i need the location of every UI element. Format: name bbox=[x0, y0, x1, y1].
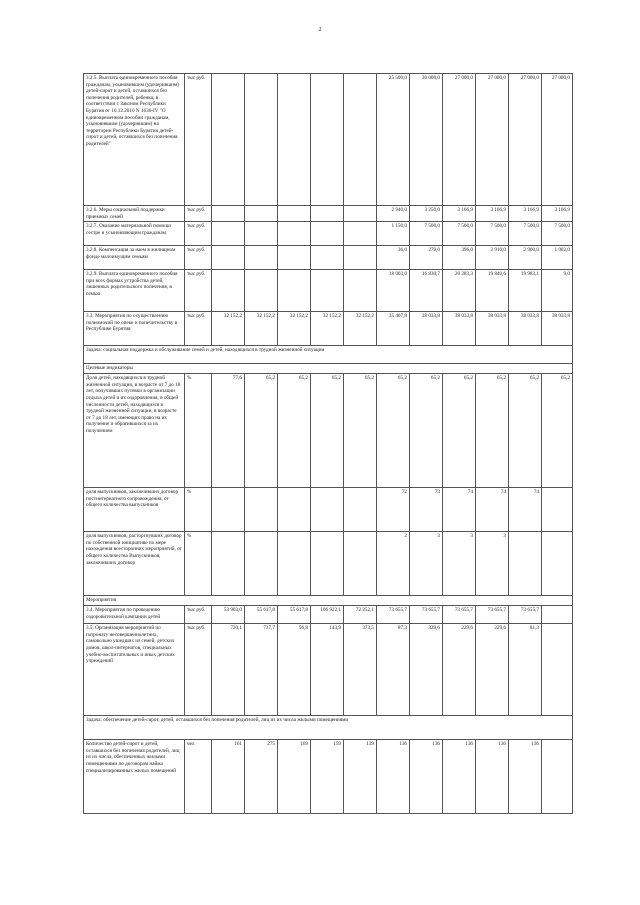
page-number: 2 bbox=[318, 27, 322, 33]
table-row bbox=[84, 740, 573, 814]
task-heading: Задача: социальная поддержка и обслуживание семей и детей, находящихся в трудной жизненной ситуации bbox=[84, 346, 573, 364]
value-cell: 19 840,6 bbox=[476, 270, 509, 312]
value-cell: 2 910,0 bbox=[476, 246, 509, 270]
value-cell bbox=[344, 532, 377, 596]
value-cell: 73 655,7 bbox=[410, 606, 443, 624]
value-cell bbox=[278, 74, 311, 206]
value-cell: 65,2 bbox=[443, 374, 476, 488]
table-row bbox=[84, 606, 573, 624]
value-cell: 1 150,0 bbox=[377, 222, 410, 246]
value-cell: 279,0 bbox=[410, 246, 443, 270]
value-cell: 55 617,8 bbox=[278, 606, 311, 624]
table-row bbox=[84, 374, 573, 488]
value-cell: 329,6 bbox=[410, 624, 443, 716]
value-cell bbox=[344, 488, 377, 532]
value-cell bbox=[542, 740, 573, 814]
value-cell: 136 bbox=[443, 740, 476, 814]
value-cell: 32 152,2 bbox=[311, 312, 344, 346]
table-row bbox=[84, 716, 573, 740]
row-name: 3.2.7. Оказание материальной помощи сестре и усыновляющим гражданам bbox=[84, 222, 185, 246]
value-cell: 3 250,0 bbox=[410, 206, 443, 222]
value-cell: 25 500,0 bbox=[377, 74, 410, 206]
value-cell: 30 000,0 bbox=[410, 74, 443, 206]
value-cell: 7 500,0 bbox=[542, 222, 573, 246]
value-cell: 3 bbox=[410, 532, 443, 596]
section-heading: Целевые индикаторы bbox=[84, 364, 573, 374]
value-cell bbox=[245, 222, 278, 246]
table-row bbox=[84, 488, 573, 532]
value-cell bbox=[212, 222, 245, 246]
row-name: 3.5. Организация мероприятий по патронату несовершеннолетних, самовольно ушедших из семей, детских домов, школ-интернатов, специальных учебно-воспитательных и иных детских учреждений bbox=[84, 624, 185, 716]
value-cell bbox=[245, 488, 278, 532]
value-cell bbox=[278, 206, 311, 222]
value-cell bbox=[212, 74, 245, 206]
table-row bbox=[84, 596, 573, 606]
value-cell: 56,8 bbox=[278, 624, 311, 716]
value-cell bbox=[311, 206, 344, 222]
value-cell bbox=[245, 206, 278, 222]
value-cell: 81,3 bbox=[509, 624, 542, 716]
value-cell: 720,1 bbox=[212, 624, 245, 716]
value-cell bbox=[344, 206, 377, 222]
value-cell bbox=[212, 488, 245, 532]
value-cell bbox=[344, 222, 377, 246]
table-row bbox=[84, 346, 573, 364]
value-cell bbox=[542, 488, 573, 532]
row-name: доля выпускников, расторгнувших договор по собственной инициативе по мере нахождения всесторонних мероприятий, от общего количества Выпускников, заключивших договор bbox=[84, 532, 185, 596]
value-cell: 65,2 bbox=[245, 374, 278, 488]
value-cell: 1 002,0 bbox=[542, 246, 573, 270]
row-name: 3.2.6. Меры социальной поддержки приемных семей bbox=[84, 206, 185, 222]
value-cell: 72 bbox=[377, 488, 410, 532]
value-cell: 38 033,8 bbox=[509, 312, 542, 346]
value-cell: 136 bbox=[509, 740, 542, 814]
value-cell: 87,3 bbox=[377, 624, 410, 716]
table-row bbox=[84, 74, 573, 206]
value-cell: 20 283,3 bbox=[443, 270, 476, 312]
value-cell: 27 000,0 bbox=[509, 74, 542, 206]
value-cell: 65,2 bbox=[509, 374, 542, 488]
value-cell: 2 940,0 bbox=[377, 206, 410, 222]
value-cell: 7 500,0 bbox=[509, 222, 542, 246]
value-cell: 3 bbox=[476, 532, 509, 596]
value-cell: 9,0 bbox=[542, 270, 573, 312]
row-name: 3.2.8. Компенсация за наем в жилищном фонде малоимущим семьям bbox=[84, 246, 185, 270]
value-cell bbox=[245, 270, 278, 312]
row-name: Количество детей-сирот и детей, оставшихся без попечения родителей, лиц из их числа, обеспеченных жилыми помещениями по договорам найма специализированных жилых помещений bbox=[84, 740, 185, 814]
value-cell: 32 152,2 bbox=[344, 312, 377, 346]
table-row bbox=[84, 270, 573, 312]
value-cell bbox=[311, 74, 344, 206]
value-cell: 73 655,7 bbox=[443, 606, 476, 624]
row-unit: тыс руб. bbox=[185, 222, 212, 246]
table-row bbox=[84, 206, 573, 222]
value-cell bbox=[245, 74, 278, 206]
value-cell bbox=[278, 488, 311, 532]
value-cell: 737,7 bbox=[245, 624, 278, 716]
row-name: 3.3. Мероприятия по осуществлению полномочий по опеке и попечительству в Республике Бурятия bbox=[84, 312, 185, 346]
value-cell bbox=[311, 270, 344, 312]
value-cell bbox=[212, 206, 245, 222]
value-cell: 55 617,8 bbox=[245, 606, 278, 624]
value-cell: 38 033,8 bbox=[410, 312, 443, 346]
value-cell: 136 bbox=[476, 740, 509, 814]
value-cell: 32 152,2 bbox=[245, 312, 278, 346]
value-cell: 32 152,2 bbox=[278, 312, 311, 346]
row-unit: тыс руб. bbox=[185, 606, 212, 624]
row-unit: тыс руб. bbox=[185, 246, 212, 270]
value-cell bbox=[245, 532, 278, 596]
row-unit: % bbox=[185, 374, 212, 488]
row-unit: тыс руб. bbox=[185, 312, 212, 346]
value-cell bbox=[311, 488, 344, 532]
value-cell: 7 500,0 bbox=[443, 222, 476, 246]
value-cell: 7 500,0 bbox=[476, 222, 509, 246]
value-cell: 2 bbox=[377, 532, 410, 596]
value-cell: 3 166,9 bbox=[443, 206, 476, 222]
value-cell: 38 033,8 bbox=[542, 312, 573, 346]
table-row bbox=[84, 532, 573, 596]
row-name: 3.2.9. Выплата единовременного пособия при всех формах устройства детей, лишенных родительского попечения, в семью bbox=[84, 270, 185, 312]
value-cell: 229,6 bbox=[443, 624, 476, 716]
value-cell: 65,2 bbox=[476, 374, 509, 488]
value-cell: 161 bbox=[212, 740, 245, 814]
row-unit: чел bbox=[185, 740, 212, 814]
value-cell bbox=[542, 532, 573, 596]
row-name: 3.2.5. Выплата единовременного пособия гражданам, усыновившим (удочерившим) детей-сирот и детей, оставшихся без попечения родителей, ребенка, в соответствии с Законом Республики Бурятия от 10.12.2010 N 1636-IV "О единовременном пособии гражданам, усыновившим (удочерившим) на территории Республики Бурятия детей-сирот и детей, оставшихся без попечения родителей" bbox=[84, 74, 185, 206]
value-cell bbox=[212, 246, 245, 270]
value-cell: 38 033,8 bbox=[443, 312, 476, 346]
value-cell bbox=[311, 246, 344, 270]
value-cell: 106 922,1 bbox=[311, 606, 344, 624]
row-unit: % bbox=[185, 532, 212, 596]
value-cell: 65,2 bbox=[377, 374, 410, 488]
value-cell bbox=[212, 270, 245, 312]
value-cell: 65,2 bbox=[278, 374, 311, 488]
row-unit: тыс руб. bbox=[185, 270, 212, 312]
value-cell bbox=[278, 222, 311, 246]
program-table bbox=[83, 73, 573, 814]
value-cell: 396,0 bbox=[443, 246, 476, 270]
value-cell bbox=[542, 624, 573, 716]
row-unit: тыс руб. bbox=[185, 206, 212, 222]
value-cell: 77,6 bbox=[212, 374, 245, 488]
value-cell: 373,5 bbox=[344, 624, 377, 716]
row-unit: тыс руб. bbox=[185, 74, 212, 206]
table-row bbox=[84, 364, 573, 374]
value-cell: 143,9 bbox=[311, 624, 344, 716]
value-cell: 27 000,0 bbox=[443, 74, 476, 206]
section-heading: Мероприятия bbox=[84, 596, 573, 606]
row-unit: тыс руб. bbox=[185, 624, 212, 716]
value-cell: 3 166,9 bbox=[476, 206, 509, 222]
value-cell: 35 407,8 bbox=[377, 312, 410, 346]
table-row bbox=[84, 312, 573, 346]
value-cell: 74 bbox=[476, 488, 509, 532]
value-cell: 65,2 bbox=[311, 374, 344, 488]
value-cell: 36,0 bbox=[377, 246, 410, 270]
row-name: доля выпускников, заключивших договор постинтернатного сопровождения, от общего количества выпускников bbox=[84, 488, 185, 532]
value-cell: 136 bbox=[410, 740, 443, 814]
value-cell: 7 500,0 bbox=[410, 222, 443, 246]
task-heading: Задача: обеспечение детей-сирот, детей, оставшихся без попечения родителей, лиц из их числа жилыми помещениями bbox=[84, 716, 573, 740]
value-cell bbox=[278, 246, 311, 270]
value-cell: 65,2 bbox=[344, 374, 377, 488]
value-cell: 18 003,0 bbox=[377, 270, 410, 312]
value-cell bbox=[344, 74, 377, 206]
value-cell bbox=[245, 246, 278, 270]
value-cell bbox=[278, 532, 311, 596]
value-cell bbox=[542, 606, 573, 624]
value-cell: 65,2 bbox=[542, 374, 573, 488]
row-name: Доля детей, находящихся в трудной жизненной ситуации, в возрасте от 7 до 18 лет, получивших путевки в организации отдыха детей и их оздоровления, в общей численности детей, находящихся в трудной жизненной ситуации, в возрасте от 7 до 18 лет, имеющих право на их получение и обратившихся за их получением bbox=[84, 374, 185, 488]
value-cell bbox=[344, 246, 377, 270]
value-cell bbox=[212, 532, 245, 596]
value-cell: 229,6 bbox=[476, 624, 509, 716]
value-cell: 19 983,1 bbox=[509, 270, 542, 312]
value-cell: 159 bbox=[311, 740, 344, 814]
table-row bbox=[84, 222, 573, 246]
value-cell: 3 166,9 bbox=[509, 206, 542, 222]
value-cell: 53 903,0 bbox=[212, 606, 245, 624]
table-row bbox=[84, 246, 573, 270]
value-cell: 2 900,0 bbox=[509, 246, 542, 270]
value-cell: 139 bbox=[344, 740, 377, 814]
value-cell: 65,2 bbox=[410, 374, 443, 488]
value-cell: 73 655,7 bbox=[377, 606, 410, 624]
value-cell: 73 655,7 bbox=[476, 606, 509, 624]
value-cell: 27 000,0 bbox=[476, 74, 509, 206]
value-cell: 3 bbox=[443, 532, 476, 596]
value-cell: 32 152,2 bbox=[212, 312, 245, 346]
value-cell: 3 166,9 bbox=[542, 206, 573, 222]
value-cell: 38 033,8 bbox=[476, 312, 509, 346]
value-cell: 275 bbox=[245, 740, 278, 814]
row-name: 3.4. Мероприятия по проведению оздоровительной кампании детей bbox=[84, 606, 185, 624]
value-cell bbox=[344, 270, 377, 312]
value-cell: 136 bbox=[377, 740, 410, 814]
value-cell: 74 bbox=[509, 488, 542, 532]
value-cell: 73 bbox=[410, 488, 443, 532]
value-cell: 74 bbox=[443, 488, 476, 532]
table-body bbox=[84, 74, 573, 814]
value-cell: 72 252,1 bbox=[344, 606, 377, 624]
value-cell bbox=[509, 532, 542, 596]
value-cell bbox=[278, 270, 311, 312]
table-row bbox=[84, 624, 573, 716]
value-cell: 73 655,7 bbox=[509, 606, 542, 624]
value-cell bbox=[311, 222, 344, 246]
value-cell: 27 000,0 bbox=[542, 74, 573, 206]
value-cell: 16 830,7 bbox=[410, 270, 443, 312]
row-unit: % bbox=[185, 488, 212, 532]
value-cell bbox=[311, 532, 344, 596]
value-cell: 169 bbox=[278, 740, 311, 814]
